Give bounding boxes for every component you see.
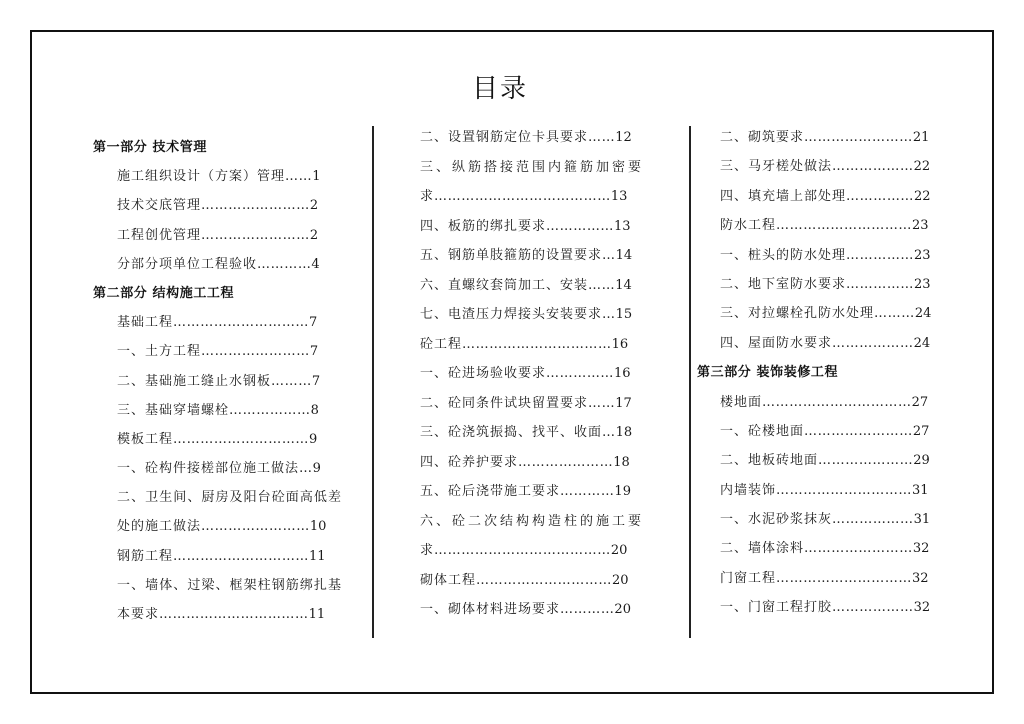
toc-entry xyxy=(420,271,682,301)
toc-entry xyxy=(93,425,365,454)
toc-page-number: 24 xyxy=(914,306,932,322)
toc-entry xyxy=(420,300,682,330)
toc-dot-leader: ………………… xyxy=(818,453,914,469)
toc-page-number: 32 xyxy=(912,570,929,586)
toc-page-number: 22 xyxy=(913,159,931,175)
toc-page-number: 11 xyxy=(309,548,326,564)
toc-dot-leader: …………… xyxy=(846,247,915,263)
toc-dot-leader: ………………………… xyxy=(173,431,310,447)
toc-dot-leader: ………………………… xyxy=(776,570,913,586)
toc-dot-leader: ………………………… xyxy=(776,218,913,234)
toc-dot-leader: ……………… xyxy=(832,512,914,528)
toc-page-number: 20 xyxy=(610,543,628,558)
toc-entry-title: 一、门窗工程打胶 xyxy=(720,600,833,616)
toc-entry xyxy=(697,329,987,358)
toc-dot-leader: ……………… xyxy=(832,159,914,175)
toc-entry xyxy=(697,211,987,240)
toc-page-number: 22 xyxy=(914,188,931,204)
toc-dot-leader: …………… xyxy=(546,218,615,234)
toc-entry-title: 二、砌筑要求 xyxy=(720,130,805,145)
toc-page-number: 31 xyxy=(912,482,929,498)
toc-entry-title: 砼工程 xyxy=(420,336,463,352)
toc-dot-leader: …………………… xyxy=(804,541,913,557)
toc-entry-title: 四、板筋的绑扎要求 xyxy=(420,218,547,234)
toc-dot-leader: …………………… xyxy=(804,423,913,439)
toc-dot-leader: ………………………… xyxy=(173,315,310,331)
toc-entry-title: 施工组织设计（方案）管理 xyxy=(117,169,286,185)
toc-entry-title: 一、土方工程 xyxy=(117,344,202,360)
toc-page-number: 4 xyxy=(311,256,320,272)
toc-entry-title: 七、电渣压力焊接头安装要求 xyxy=(420,307,603,322)
toc-entry-title: 砌体工程 xyxy=(420,572,477,588)
toc-entry-title: 五、钢筋单肢箍筋的设置要求 xyxy=(420,248,603,263)
toc-dot-leader: ………… xyxy=(560,602,615,617)
toc-entry xyxy=(420,418,682,448)
toc-entry-title: 处的施工做法 xyxy=(117,519,202,535)
toc-page-number: 10 xyxy=(309,519,327,535)
toc-dot-leader: …………………… xyxy=(201,344,310,360)
toc-page-number: 27 xyxy=(912,423,930,439)
toc-entry-title: 二、地下室防水要求 xyxy=(720,276,847,292)
toc-page-number: 2 xyxy=(309,198,319,214)
toc-page-number: 31 xyxy=(913,512,931,528)
toc-entry xyxy=(697,182,987,211)
toc-dot-leader: … xyxy=(602,425,616,440)
toc-entry-title: 一、砼进场验收要求 xyxy=(420,366,547,381)
toc-entry-title: 四、砼养护要求 xyxy=(420,454,519,470)
toc-page-number: 17 xyxy=(615,395,632,411)
toc-dot-leader: ……… xyxy=(271,373,312,389)
toc-entry-title: 二、地板砖地面 xyxy=(720,453,819,469)
toc-entry-first-line: 一、墙体、过梁、框架柱钢筋绑扎基 xyxy=(117,577,342,593)
toc-entry xyxy=(93,542,365,571)
toc-page-number: 12 xyxy=(615,130,632,145)
toc-dot-leader: ………………………………… xyxy=(434,543,611,558)
toc-page-number: 7 xyxy=(309,315,318,331)
toc-page-number: 9 xyxy=(312,461,321,477)
toc-entry xyxy=(697,241,987,270)
toc-entry-title: 楼地面 xyxy=(720,394,763,410)
toc-entry xyxy=(697,446,987,475)
toc-dot-leader: …… xyxy=(588,277,616,293)
toc-entry-title: 内墙装饰 xyxy=(720,482,777,498)
toc-entry-title: 三、砼浇筑振捣、找平、收面 xyxy=(420,425,603,440)
toc-dot-leader: ………… xyxy=(257,256,312,272)
toc-dot-leader: ………………………… xyxy=(776,482,913,498)
toc-page-number: 21 xyxy=(912,130,930,145)
toc-dot-leader: ………………… xyxy=(518,454,614,470)
toc-entry-title: 一、砼楼地面 xyxy=(720,423,805,439)
toc-page-number: 8 xyxy=(310,402,319,418)
toc-page-number: 1 xyxy=(312,169,321,185)
toc-entry xyxy=(93,191,365,220)
toc-entry xyxy=(420,477,682,507)
toc-dot-leader: …… xyxy=(588,130,616,145)
toc-entry xyxy=(697,534,987,563)
toc-entry xyxy=(420,241,682,271)
toc-page-number: 13 xyxy=(614,218,631,234)
toc-column-1 xyxy=(93,133,365,633)
toc-entry xyxy=(697,270,987,299)
toc-dot-leader: …………………… xyxy=(201,519,310,535)
toc-entry-title: 分部分项单位工程验收 xyxy=(117,256,258,272)
toc-entry xyxy=(93,396,365,425)
toc-page-number: 15 xyxy=(615,307,633,322)
toc-entry xyxy=(420,330,682,360)
toc-entry-title: 一、水泥砂浆抹灰 xyxy=(720,512,833,528)
toc-entry-title: 工程创优管理 xyxy=(117,227,202,243)
toc-dot-leader: …………………… xyxy=(201,198,310,214)
toc-page-number: 20 xyxy=(614,602,631,617)
toc-dot-leader: …………… xyxy=(846,188,915,204)
toc-page-number: 7 xyxy=(309,344,319,360)
toc-entry xyxy=(93,454,365,483)
toc-entry-first-line: 三、纵筋搭接范围内箍筋加密要 xyxy=(420,159,642,175)
toc-entry-title: 基础工程 xyxy=(117,315,174,331)
toc-page-number: 23 xyxy=(912,218,929,234)
toc-entry-title: 一、砌体材料进场要求 xyxy=(420,602,561,617)
toc-entry-title: 二、墙体涂料 xyxy=(720,541,805,557)
toc-entry xyxy=(697,152,987,181)
toc-entry xyxy=(93,308,365,337)
toc-part-heading: 第二部分 结构施工工程 xyxy=(93,285,235,301)
toc-page-number: 2 xyxy=(309,227,319,243)
toc-dot-leader: ………… xyxy=(560,484,615,499)
toc-entry xyxy=(697,388,987,417)
toc-page-number: 18 xyxy=(613,454,630,470)
toc-page-number: 27 xyxy=(911,394,929,410)
toc-entry-title: 三、对拉螺栓孔防水处理 xyxy=(720,306,875,322)
toc-dot-leader: …… xyxy=(588,395,616,411)
toc-entry-title: 二、设置钢筋定位卡具要求 xyxy=(420,130,589,145)
toc-entry-title: 六、直螺纹套筒加工、安装 xyxy=(420,277,589,293)
toc-entry-title: 四、填充墙上部处理 xyxy=(720,188,847,204)
toc-page-number: 32 xyxy=(913,600,931,616)
toc-column-2 xyxy=(420,123,682,633)
toc-entry xyxy=(420,123,682,153)
toc-dot-leader: ………………………………… xyxy=(434,189,611,204)
toc-entry-title: 三、基础穿墙螺栓 xyxy=(117,402,230,418)
toc-entry-title: 一、桩头的防水处理 xyxy=(720,247,847,263)
toc-dot-leader: ……………… xyxy=(832,335,914,351)
toc-dot-leader: … xyxy=(299,461,313,477)
toc-page-number: 13 xyxy=(610,189,628,204)
toc-entry-title: 模板工程 xyxy=(117,431,174,447)
toc-page-number: 14 xyxy=(615,277,632,293)
toc-entry xyxy=(420,359,682,389)
toc-entry xyxy=(93,367,365,396)
toc-dot-leader: ……… xyxy=(874,306,915,322)
toc-entry xyxy=(420,566,682,596)
toc-entry-first-line: 六、砼二次结构构造柱的施工要 xyxy=(420,513,642,529)
toc-entry xyxy=(93,221,365,250)
toc-dot-leader: ……………… xyxy=(229,402,311,418)
toc-dot-leader: … xyxy=(602,307,616,322)
toc-dot-leader: ………………………… xyxy=(476,572,613,588)
toc-page-number: 11 xyxy=(308,607,326,622)
toc-entry-title: 本要求 xyxy=(117,607,160,622)
toc-entry xyxy=(93,162,365,191)
toc-page-number: 16 xyxy=(611,336,629,352)
toc-dot-leader: …………………………… xyxy=(762,394,912,410)
toc-entry-title: 四、屋面防水要求 xyxy=(720,335,833,351)
toc-page-number: 23 xyxy=(914,247,931,263)
toc-dot-leader: …………………………… xyxy=(462,336,612,352)
toc-dot-leader: …… xyxy=(285,169,313,185)
toc-dot-leader: …………………… xyxy=(201,227,310,243)
toc-entry xyxy=(93,337,365,366)
toc-dot-leader: …………………… xyxy=(804,130,913,145)
toc-entry xyxy=(697,564,987,593)
toc-entry-title: 求 xyxy=(420,543,435,558)
toc-entry xyxy=(697,123,987,152)
toc-dot-leader: ……………… xyxy=(832,600,914,616)
toc-page-number: 7 xyxy=(311,373,321,389)
toc-entry xyxy=(697,476,987,505)
toc-entry-title: 二、砼同条件试块留置要求 xyxy=(420,395,589,411)
toc-page-number: 29 xyxy=(913,453,930,469)
toc-page-number: 9 xyxy=(309,431,318,447)
toc-entry-title: 防水工程 xyxy=(720,218,777,234)
toc-entry-title: 门窗工程 xyxy=(720,570,777,586)
toc-entry-title: 二、基础施工缝止水钢板 xyxy=(117,373,272,389)
column-divider-right xyxy=(689,126,691,638)
toc-entry xyxy=(420,536,682,566)
toc-entry-title: 一、砼构件接槎部位施工做法 xyxy=(117,461,300,477)
toc-entry-title: 钢筋工程 xyxy=(117,548,174,564)
toc-page-number: 23 xyxy=(914,276,931,292)
toc-entry xyxy=(420,389,682,419)
toc-entry xyxy=(420,595,682,625)
toc-page-number: 19 xyxy=(614,484,631,499)
toc-dot-leader: …………… xyxy=(546,366,615,381)
toc-dot-leader: … xyxy=(602,248,616,263)
toc-entry xyxy=(420,212,682,242)
toc-page-number: 20 xyxy=(612,572,629,588)
toc-entry xyxy=(93,512,365,541)
toc-entry xyxy=(93,600,365,629)
toc-entry xyxy=(697,593,987,622)
toc-entry xyxy=(93,250,365,279)
toc-entry-title: 技术交底管理 xyxy=(117,198,202,214)
toc-dot-leader: …………………………… xyxy=(159,607,309,622)
toc-part-heading: 第一部分 技术管理 xyxy=(93,140,207,155)
toc-page-number: 14 xyxy=(615,248,633,263)
toc-entry xyxy=(697,505,987,534)
toc-entry xyxy=(697,417,987,446)
toc-page-number: 24 xyxy=(913,335,931,351)
toc-entry xyxy=(697,299,987,328)
toc-entry xyxy=(420,448,682,478)
toc-page-number: 16 xyxy=(614,366,631,381)
toc-dot-leader: …………… xyxy=(846,276,915,292)
toc-part-heading: 第三部分 装饰装修工程 xyxy=(697,365,839,381)
toc-entry-title: 求 xyxy=(420,189,435,204)
toc-page-number: 32 xyxy=(912,541,930,557)
toc-entry-title: 三、马牙槎处做法 xyxy=(720,159,833,175)
page-title: 目录 xyxy=(471,74,528,104)
toc-entry-title: 五、砼后浇带施工要求 xyxy=(420,484,561,499)
toc-page-number: 18 xyxy=(615,425,633,440)
toc-dot-leader: ………………………… xyxy=(173,548,310,564)
toc-column-3 xyxy=(697,123,987,633)
column-divider-left xyxy=(372,126,374,638)
toc-entry-first-line: 二、卫生间、厨房及阳台砼面高低差 xyxy=(117,490,342,506)
toc-entry xyxy=(420,182,682,212)
